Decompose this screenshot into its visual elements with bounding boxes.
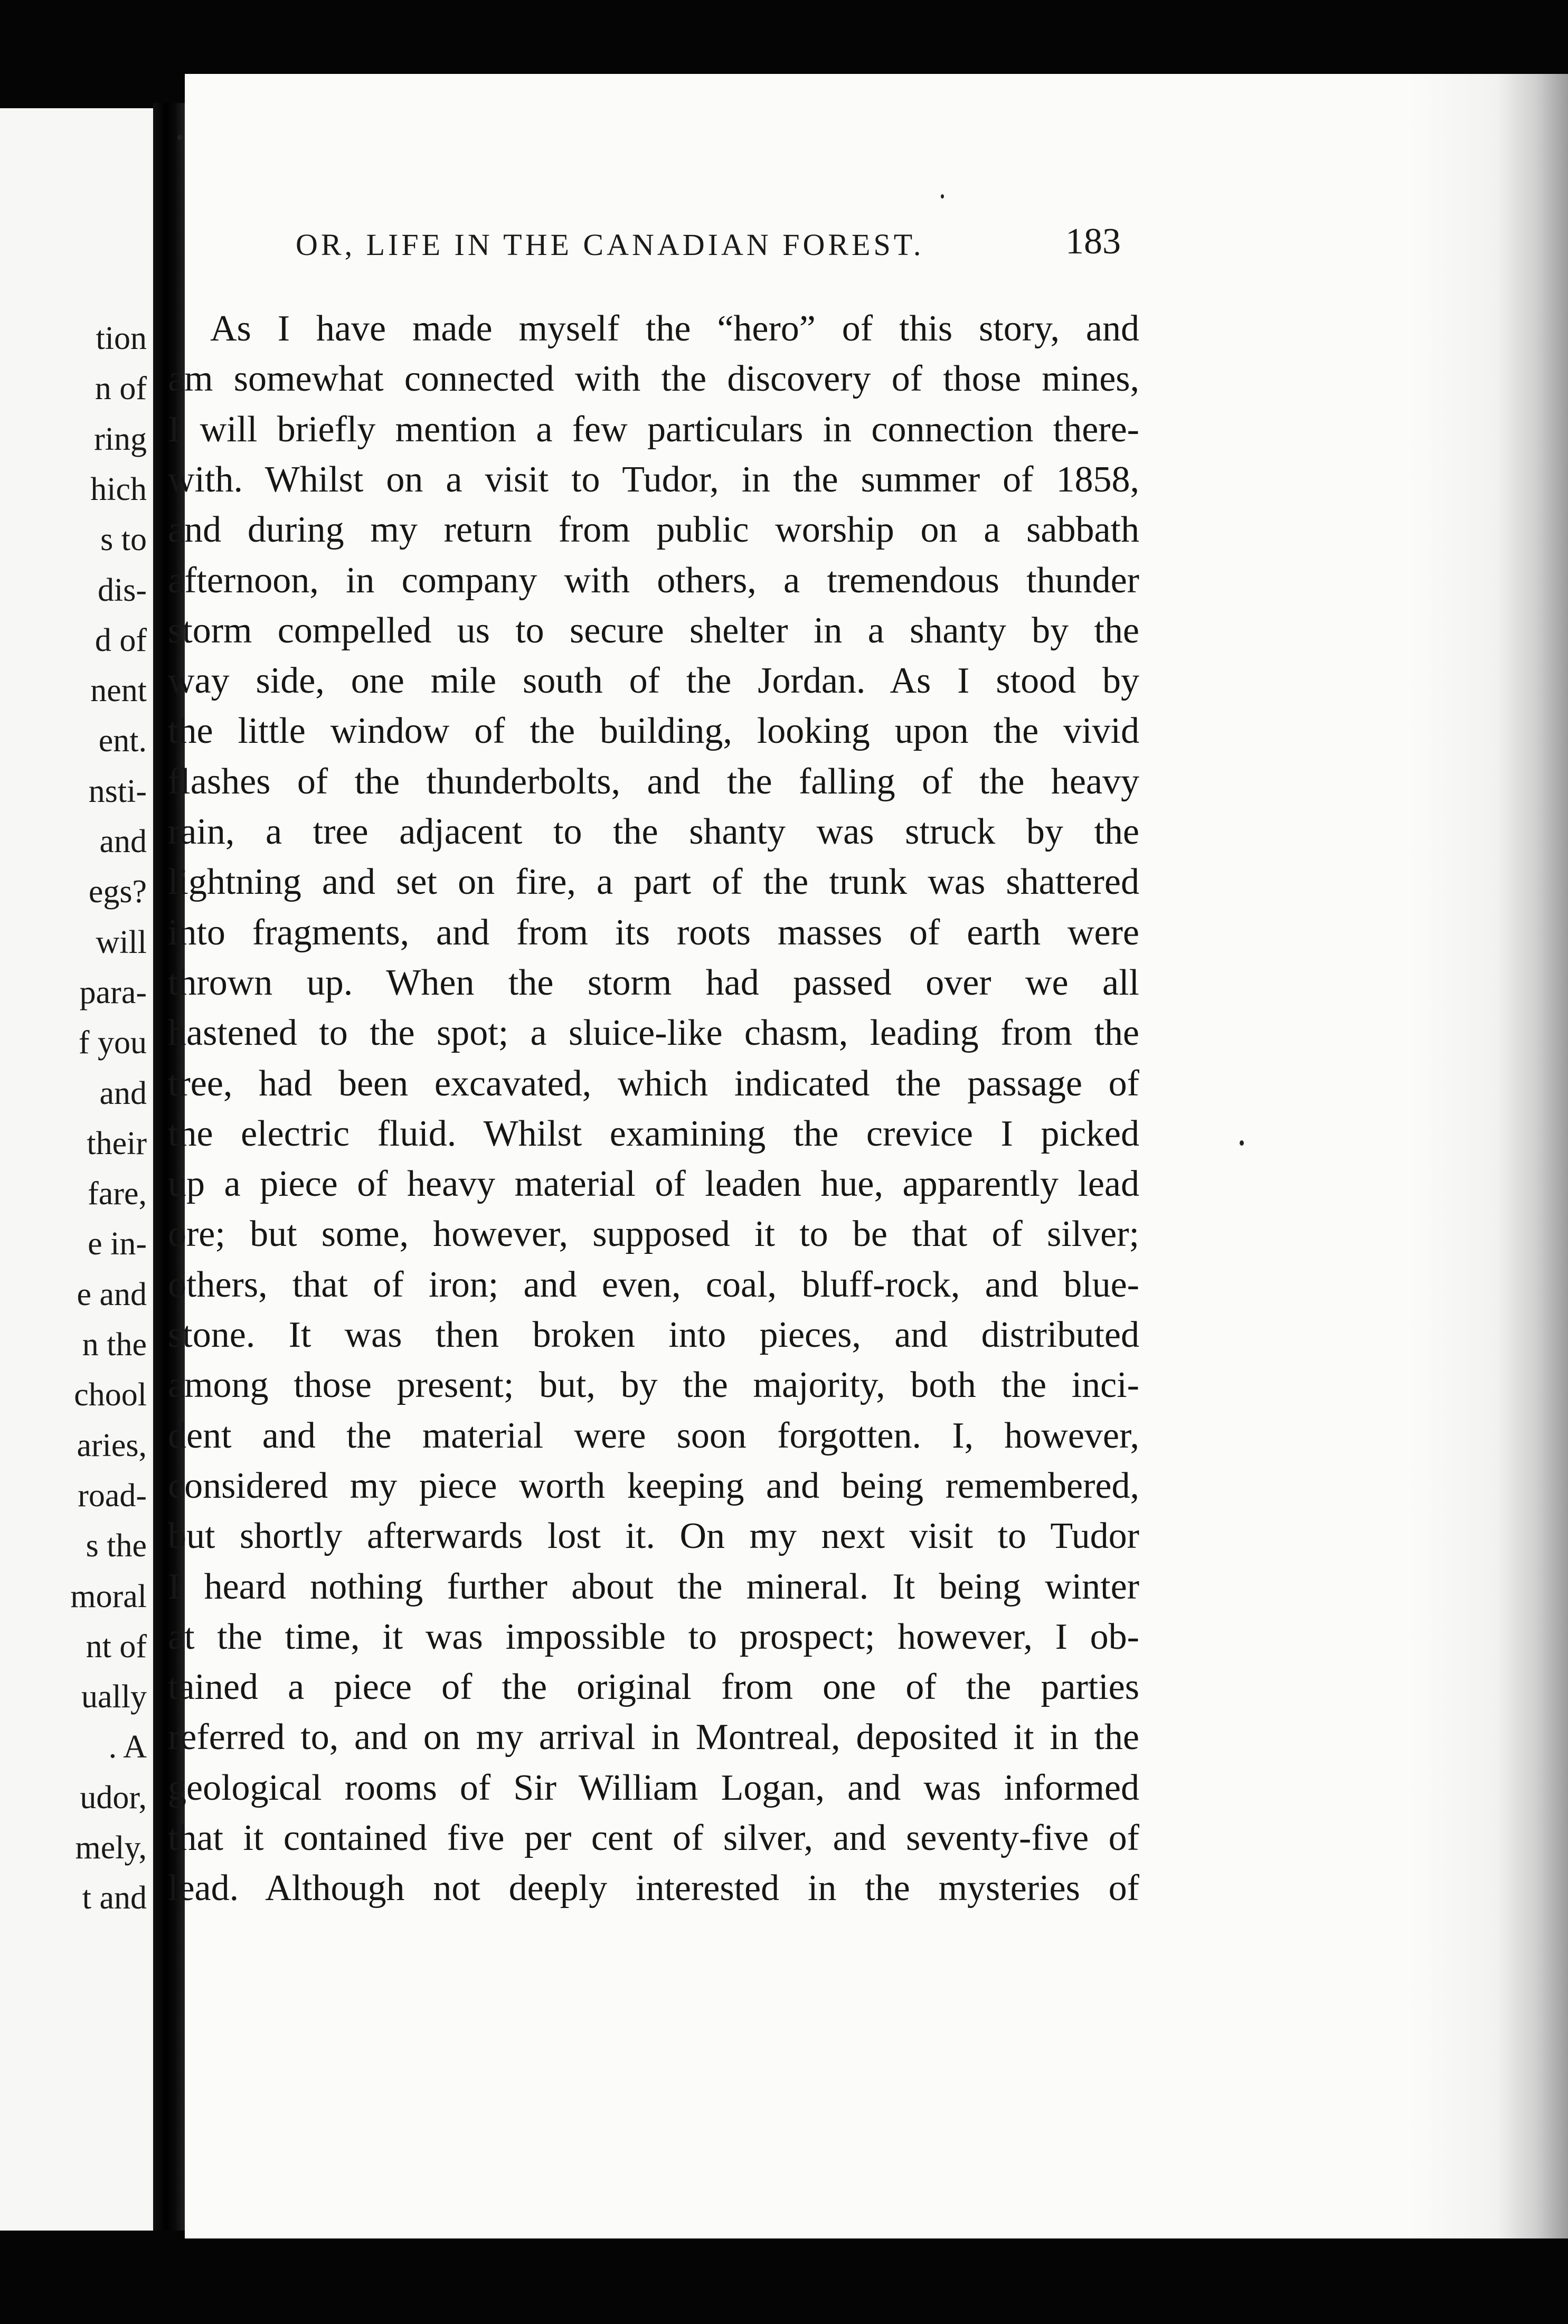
text-line: at the time, it was impossible to prospect; however, I ob-	[168, 1616, 1139, 1657]
facing-page-fragment: nent	[90, 673, 147, 709]
text-line: among those present; but, by the majority, both the inci-	[168, 1365, 1139, 1406]
text-line: lightning and set on fire, a part of the trunk was shattered	[168, 862, 1139, 903]
facing-page-fragment: chool	[74, 1377, 147, 1413]
facing-page-fragment: mely,	[75, 1830, 147, 1866]
text-line: into fragments, and from its roots masses of earth were	[168, 912, 1139, 953]
text-line: way side, one mile south of the Jordan. As I stood by	[168, 660, 1139, 702]
facing-page-fragment: egs?	[88, 874, 147, 910]
facing-page-fragment: their	[87, 1125, 147, 1161]
facing-page-fragment: n of	[95, 371, 147, 407]
facing-page-fragment: t and	[82, 1880, 147, 1916]
text-line: up a piece of heavy material of leaden hue, apparently lead	[168, 1164, 1139, 1205]
facing-page-fragment: dis-	[98, 572, 147, 608]
facing-page-fragment: aries,	[77, 1427, 147, 1463]
text-line: geological rooms of Sir William Logan, and was informed	[168, 1767, 1139, 1808]
facing-page-fragment: n the	[82, 1327, 147, 1363]
facing-page-fragment: ring	[94, 421, 147, 457]
running-head: OR, LIFE IN THE CANADIAN FOREST.	[296, 228, 924, 262]
facing-page-fragment: nt of	[86, 1628, 147, 1665]
facing-page-fragment: fare,	[88, 1176, 147, 1212]
text-line: and during my return from public worship on a sabbath	[168, 509, 1139, 551]
dust-speck	[941, 194, 944, 199]
facing-page-fragment: . A	[108, 1729, 147, 1765]
text-line: referred to, and on my arrival in Montreal, deposited it in the	[168, 1717, 1139, 1758]
text-line: storm compelled us to secure shelter in a shanty by the	[168, 610, 1139, 651]
facing-page-fragment: tion	[96, 320, 147, 356]
facing-page-fragment: udor,	[80, 1779, 147, 1816]
scanner-bottom-border	[185, 2238, 1568, 2324]
facing-page-fragment: and	[99, 1075, 147, 1111]
text-line: with. Whilst on a visit to Tudor, in the summer of 1858,	[168, 459, 1139, 500]
facing-page-fragment: hich	[90, 471, 147, 507]
text-line: lead. Although not deeply interested in the mysteries of	[168, 1868, 1139, 1909]
facing-page-fragment: s to	[100, 522, 147, 558]
text-line: but shortly afterwards lost it. On my next visit to Tudor	[168, 1516, 1139, 1557]
text-line: considered my piece worth keeping and being remembered,	[168, 1465, 1139, 1506]
text-line: As I have made myself the “hero” of this story, and	[210, 308, 1139, 349]
facing-page-fragment: d of	[95, 622, 147, 658]
facing-page-strip	[0, 108, 153, 2231]
text-line: ore; but some, however, supposed it to be that of silver;	[168, 1214, 1139, 1255]
facing-page-fragment: para-	[79, 974, 147, 1010]
text-line: I heard nothing further about the mineral. It being winter	[168, 1566, 1139, 1607]
facing-page-fragment: nsti-	[88, 773, 147, 809]
facing-page-fragment: e in-	[88, 1226, 147, 1262]
dust-speck	[177, 135, 183, 140]
facing-page-fragment: will	[96, 924, 147, 960]
text-line: afternoon, in company with others, a tremendous thunder	[168, 560, 1139, 601]
dust-speck	[1240, 1140, 1244, 1146]
text-line: thrown up. When the storm had passed over we all	[168, 962, 1139, 1003]
text-line: the little window of the building, looking upon the vivid	[168, 711, 1139, 752]
facing-page-fragment: moral	[70, 1578, 147, 1614]
text-line: stone. It was then broken into pieces, and distributed	[168, 1315, 1139, 1355]
facing-page-fragment: f you	[78, 1025, 147, 1061]
text-line: hastened to the spot; a sluice-like chasm, leading from the	[168, 1013, 1139, 1054]
text-line: am somewhat connected with the discovery of those mines,	[168, 358, 1139, 400]
text-line: flashes of the thunderbolts, and the falling of the heavy	[168, 761, 1139, 802]
facing-page-fragment: s the	[86, 1528, 147, 1564]
text-line: rain, a tree adjacent to the shanty was struck by the	[168, 811, 1139, 852]
facing-page-fragment: road-	[78, 1477, 147, 1514]
text-line: that it contained five per cent of silver, and seventy-five of	[168, 1818, 1139, 1858]
text-line: tained a piece of the original from one of the parties	[168, 1667, 1139, 1708]
facing-page-fragment: and	[99, 824, 147, 859]
facing-page-fragment: ually	[81, 1679, 147, 1715]
facing-page-fragment: ent.	[98, 723, 147, 759]
page-number: 183	[1065, 221, 1121, 262]
text-line: the electric fluid. Whilst examining the crevice I picked	[168, 1113, 1139, 1154]
text-line: others, that of iron; and even, coal, bluff-rock, and blue-	[168, 1264, 1139, 1305]
facing-page-fragment: e and	[77, 1276, 147, 1312]
page-right-edge	[1410, 74, 1568, 2324]
text-line: I will briefly mention a few particulars in connection there-	[168, 409, 1139, 450]
text-line: dent and the material were soon forgotten. I, however,	[168, 1415, 1139, 1456]
text-line: tree, had been excavated, which indicated the passage of	[168, 1063, 1139, 1104]
